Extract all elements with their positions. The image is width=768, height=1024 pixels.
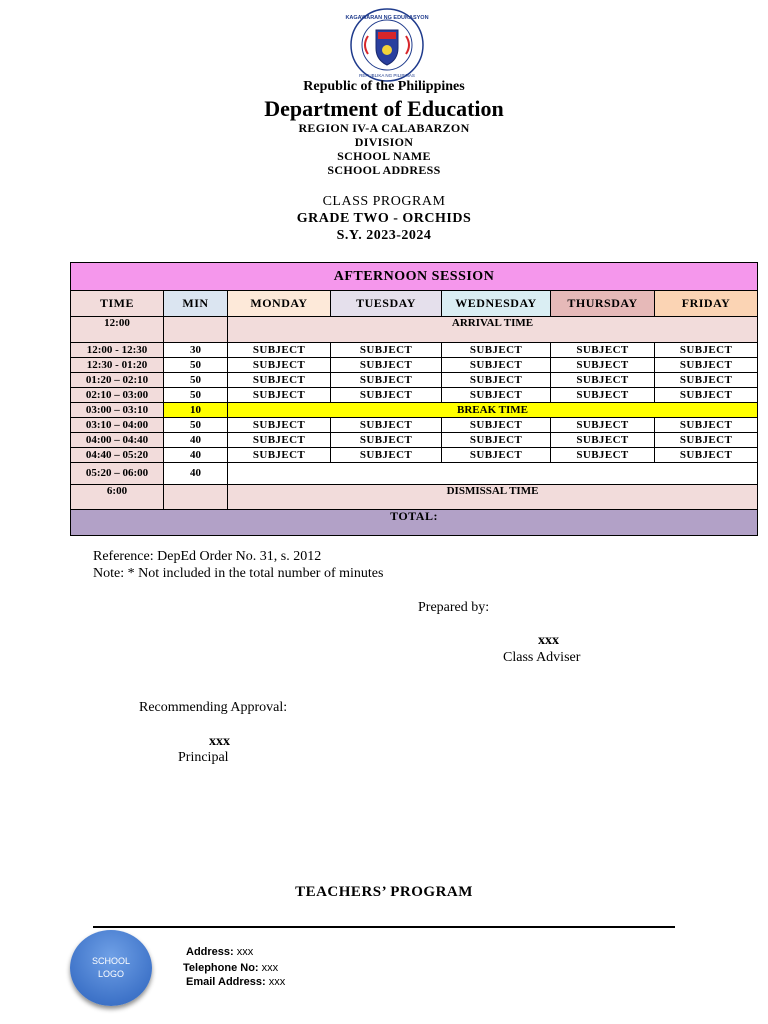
dismissal-label: DISMISSAL TIME bbox=[228, 485, 758, 510]
school-name-line: SCHOOL NAME bbox=[337, 149, 431, 163]
address-label: Address: bbox=[186, 946, 234, 958]
reference-note: Reference: DepEd Order No. 31, s. 2012 bbox=[93, 549, 322, 564]
footer-divider bbox=[93, 926, 675, 928]
division-line: DIVISION bbox=[354, 135, 414, 149]
subject-cell: SUBJECT bbox=[228, 373, 331, 388]
row-min: 40 bbox=[164, 448, 228, 463]
adviser-name: xxx bbox=[538, 633, 559, 648]
subject-cell: SUBJECT bbox=[655, 388, 758, 403]
subject-cell: SUBJECT bbox=[331, 343, 442, 358]
table-row bbox=[71, 373, 758, 388]
row-time: 12:30 - 01:20 bbox=[71, 358, 164, 373]
deped-seal bbox=[345, 8, 429, 82]
subject-cell: SUBJECT bbox=[551, 388, 655, 403]
subject-cell: SUBJECT bbox=[228, 388, 331, 403]
subject-cell: SUBJECT bbox=[655, 433, 758, 448]
row-time: 04:00 – 04:40 bbox=[71, 433, 164, 448]
telephone-line bbox=[183, 962, 278, 974]
subject-cell: SUBJECT bbox=[551, 433, 655, 448]
adviser-title: Class Adviser bbox=[503, 650, 581, 665]
prepared-by-label: Prepared by: bbox=[418, 600, 490, 615]
col-header-tuesday: TUESDAY bbox=[331, 291, 442, 317]
subject-cell: SUBJECT bbox=[551, 373, 655, 388]
telephone-value: xxx bbox=[261, 962, 279, 974]
total-label: TOTAL: bbox=[71, 510, 758, 536]
table-row bbox=[71, 448, 758, 463]
row-time: 04:40 – 05:20 bbox=[71, 448, 164, 463]
subject-cell: SUBJECT bbox=[442, 343, 551, 358]
dismissal-min bbox=[164, 485, 228, 510]
dismissal-time: 6:00 bbox=[71, 485, 164, 510]
row-time: 01:20 – 02:10 bbox=[71, 373, 164, 388]
row-min: 50 bbox=[164, 418, 228, 433]
col-header-thursday: THURSDAY bbox=[551, 291, 655, 317]
subject-cell: SUBJECT bbox=[442, 373, 551, 388]
email-value: xxx bbox=[268, 976, 286, 988]
subject-cell: SUBJECT bbox=[655, 343, 758, 358]
principal-name: xxx bbox=[209, 734, 230, 749]
subject-cell: SUBJECT bbox=[442, 388, 551, 403]
school-logo bbox=[70, 930, 152, 1006]
program-school-year: S.Y. 2023-2024 bbox=[336, 228, 432, 243]
row-min: 40 bbox=[164, 463, 228, 485]
subject-cell: SUBJECT bbox=[551, 343, 655, 358]
svg-text:KAGAWARAN NG EDUKASYON: KAGAWARAN NG EDUKASYON bbox=[345, 15, 429, 21]
arrival-min bbox=[164, 317, 228, 343]
subject-cell: SUBJECT bbox=[331, 418, 442, 433]
row-time: 03:10 – 04:00 bbox=[71, 418, 164, 433]
row-min: 50 bbox=[164, 358, 228, 373]
subject-cell: SUBJECT bbox=[442, 448, 551, 463]
program-title: CLASS PROGRAM bbox=[322, 194, 446, 209]
logo-line-2: LOGO bbox=[97, 969, 124, 979]
subject-cell: SUBJECT bbox=[442, 418, 551, 433]
break-time: 03:00 – 03:10 bbox=[71, 403, 164, 418]
table-row bbox=[71, 388, 758, 403]
table-row bbox=[71, 358, 758, 373]
department-title: Department of Education bbox=[264, 96, 504, 121]
subject-cell: SUBJECT bbox=[655, 358, 758, 373]
row-min: 50 bbox=[164, 388, 228, 403]
table-row bbox=[71, 418, 758, 433]
arrival-row bbox=[71, 317, 758, 343]
arrival-label: ARRIVAL TIME bbox=[228, 317, 758, 343]
school-address-line: SCHOOL ADDRESS bbox=[327, 163, 441, 177]
subject-cell: SUBJECT bbox=[655, 373, 758, 388]
arrival-time: 12:00 bbox=[71, 317, 164, 343]
region-line: REGION IV-A CALABARZON bbox=[298, 121, 470, 135]
class-schedule-table bbox=[70, 262, 758, 536]
subject-cell: SUBJECT bbox=[551, 448, 655, 463]
subject-cell: SUBJECT bbox=[228, 418, 331, 433]
minutes-note: Note: * Not included in the total number of minutes bbox=[93, 566, 384, 581]
svg-text:REPUBLIKA NG PILIPINAS: REPUBLIKA NG PILIPINAS bbox=[359, 73, 415, 78]
program-grade: GRADE TWO - ORCHIDS bbox=[296, 211, 472, 226]
republic-line: Republic of the Philippines bbox=[303, 79, 465, 94]
break-row bbox=[71, 403, 758, 418]
subject-cell: SUBJECT bbox=[551, 358, 655, 373]
subject-cell: SUBJECT bbox=[228, 448, 331, 463]
row-time: 05:20 – 06:00 bbox=[71, 463, 164, 485]
teachers-program-title: TEACHERS’ PROGRAM bbox=[295, 884, 473, 900]
col-header-monday: MONDAY bbox=[228, 291, 331, 317]
principal-title: Principal bbox=[178, 750, 229, 765]
dismissal-row bbox=[71, 485, 758, 510]
email-label: Email Address: bbox=[186, 976, 266, 988]
break-label: BREAK TIME bbox=[228, 403, 758, 418]
row-min: 30 bbox=[164, 343, 228, 358]
address-value: xxx bbox=[236, 946, 254, 958]
col-header-time: TIME bbox=[71, 291, 164, 317]
row-time: 02:10 – 03:00 bbox=[71, 388, 164, 403]
col-header-wednesday: WEDNESDAY bbox=[442, 291, 551, 317]
col-header-min: MIN bbox=[164, 291, 228, 317]
subject-cell: SUBJECT bbox=[228, 343, 331, 358]
address-line bbox=[186, 946, 253, 958]
subject-cell: SUBJECT bbox=[655, 448, 758, 463]
subject-cell: SUBJECT bbox=[331, 388, 442, 403]
table-row bbox=[71, 343, 758, 358]
subject-cell: SUBJECT bbox=[655, 418, 758, 433]
telephone-label: Telephone No: bbox=[183, 962, 259, 974]
empty-cell bbox=[228, 463, 758, 485]
logo-line-1: SCHOOL bbox=[91, 956, 130, 966]
subject-cell: SUBJECT bbox=[331, 373, 442, 388]
table-row bbox=[71, 463, 758, 485]
email-line bbox=[186, 976, 285, 988]
subject-cell: SUBJECT bbox=[331, 358, 442, 373]
subject-cell: SUBJECT bbox=[331, 448, 442, 463]
row-min: 40 bbox=[164, 433, 228, 448]
session-title: AFTERNOON SESSION bbox=[71, 263, 758, 291]
subject-cell: SUBJECT bbox=[228, 358, 331, 373]
col-header-friday: FRIDAY bbox=[655, 291, 758, 317]
break-min: 10 bbox=[164, 403, 228, 418]
row-time: 12:00 - 12:30 bbox=[71, 343, 164, 358]
subject-cell: SUBJECT bbox=[228, 433, 331, 448]
subject-cell: SUBJECT bbox=[551, 418, 655, 433]
row-min: 50 bbox=[164, 373, 228, 388]
subject-cell: SUBJECT bbox=[442, 358, 551, 373]
subject-cell: SUBJECT bbox=[331, 433, 442, 448]
recommending-approval-label: Recommending Approval: bbox=[139, 700, 288, 715]
subject-cell: SUBJECT bbox=[442, 433, 551, 448]
table-row bbox=[71, 433, 758, 448]
